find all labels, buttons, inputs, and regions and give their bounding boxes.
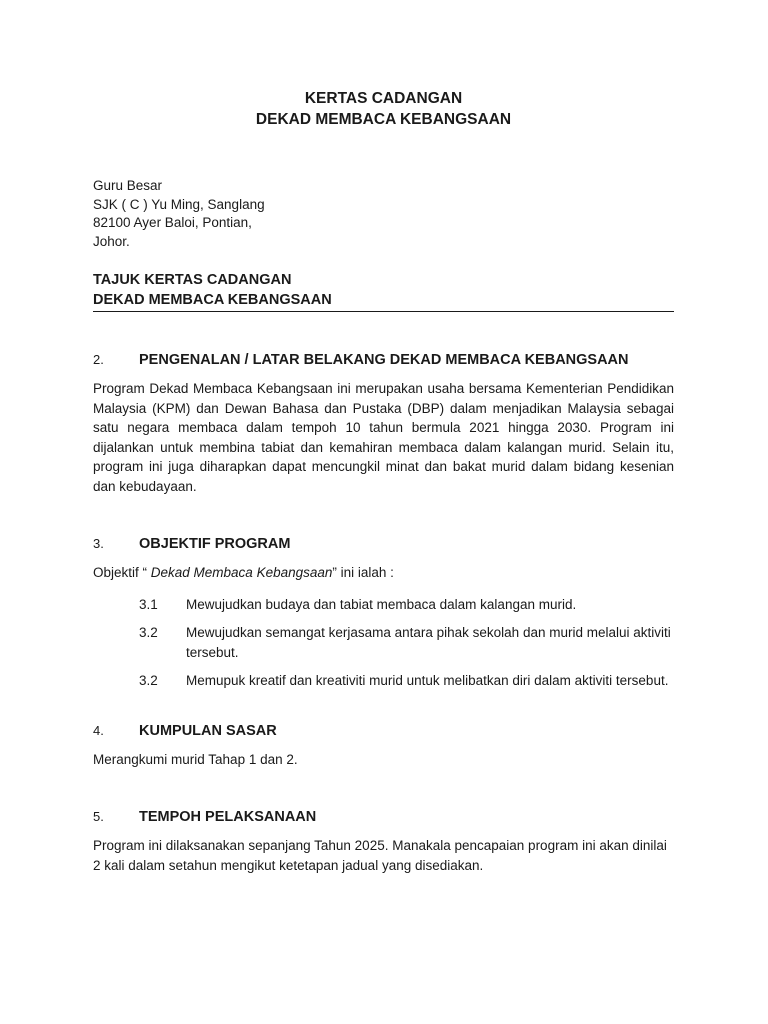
address-line: Guru Besar [93,178,163,193]
proposal-subject [93,270,674,312]
list-item-text: Memupuk kreatif dan kreativiti murid untuk melibatkan diri dalam aktiviti tersebut. [186,673,669,688]
list-item-text: Mewujudkan budaya dan tabiat membaca dalam kalangan murid. [186,596,577,612]
list-item-text: Mewujudkan semangat kerjasama antara pihak sekolah dan murid melalui aktiviti tersebut. [186,625,671,660]
target-paragraph: Merangkumi murid Tahap 1 dan 2. [93,751,298,767]
section-title: PENGENALAN / LATAR BELAKANG DEKAD MEMBACA KEBANGSAAN [139,352,629,368]
objective-lead-suffix: ” ini ialah : [332,565,394,580]
list-item [139,595,674,615]
objective-lead-prefix: Objektif “ [93,565,151,580]
objective-lead [93,563,674,583]
section-title: KUMPULAN SASAR [139,722,277,739]
objective-list [139,595,674,691]
section-heading-duration [93,807,674,827]
section-number: 4. [93,722,104,738]
section-heading-intro [93,350,674,370]
list-item-number: 3.2 [139,673,158,688]
recipient-address [93,177,674,251]
address-line: SJK ( C ) Yu Ming, Sanglang [93,196,265,212]
address-line: Johor. [93,233,130,249]
list-item [139,623,674,662]
duration-paragraph: Program ini dilaksanakan sepanjang Tahun 2025. Manakala pencapaian program ini akan dinilai 2 kali dalam setahun mengikut ketetapan jadual yang disediakan. [93,838,667,873]
intro-paragraph: Program Dekad Membaca Kebangsaan ini merupakan usaha bersama Kementerian Pendidikan Malaysia (KPM) dan Dewan Bahasa dan Pustaka (DBP) dalam menjadikan Malaysia sebagai satu negara membaca dalam tempoh 10 tahun bermula 2021 hingga 2030. Program ini dijalankan untuk membina tabiat dan kemahiran membaca dalam kalangan murid. Selain itu, program ini juga diharapkan dapat mencungkil minat dan bakat murid dalam bidang kesenian dan kebudayaan. [93,381,674,494]
section-heading-target [93,721,674,741]
subject-line-1: TAJUK KERTAS CADANGAN [93,272,292,288]
title-line-2: DEKAD MEMBACA KEBANGSAAN [255,111,512,128]
list-item [139,671,674,691]
section-number: 3. [93,536,104,551]
list-item-number: 3.2 [139,625,158,640]
list-item-number: 3.1 [139,596,158,612]
objective-lead-italic: Dekad Membaca Kebangsaan [150,565,333,580]
section-title: TEMPOH PELAKSANAAN [139,809,317,825]
title-line-1: KERTAS CADANGAN [304,90,463,107]
section-number: 5. [93,809,104,824]
subject-line-2: DEKAD MEMBACA KEBANGSAAN [93,292,332,308]
address-line: 82100 Ayer Baloi, Pontian, [93,215,252,230]
section-heading-objective [93,534,674,554]
section-title: OBJEKTIF PROGRAM [139,536,291,552]
document-title [93,88,674,130]
section-number: 2. [93,352,104,367]
